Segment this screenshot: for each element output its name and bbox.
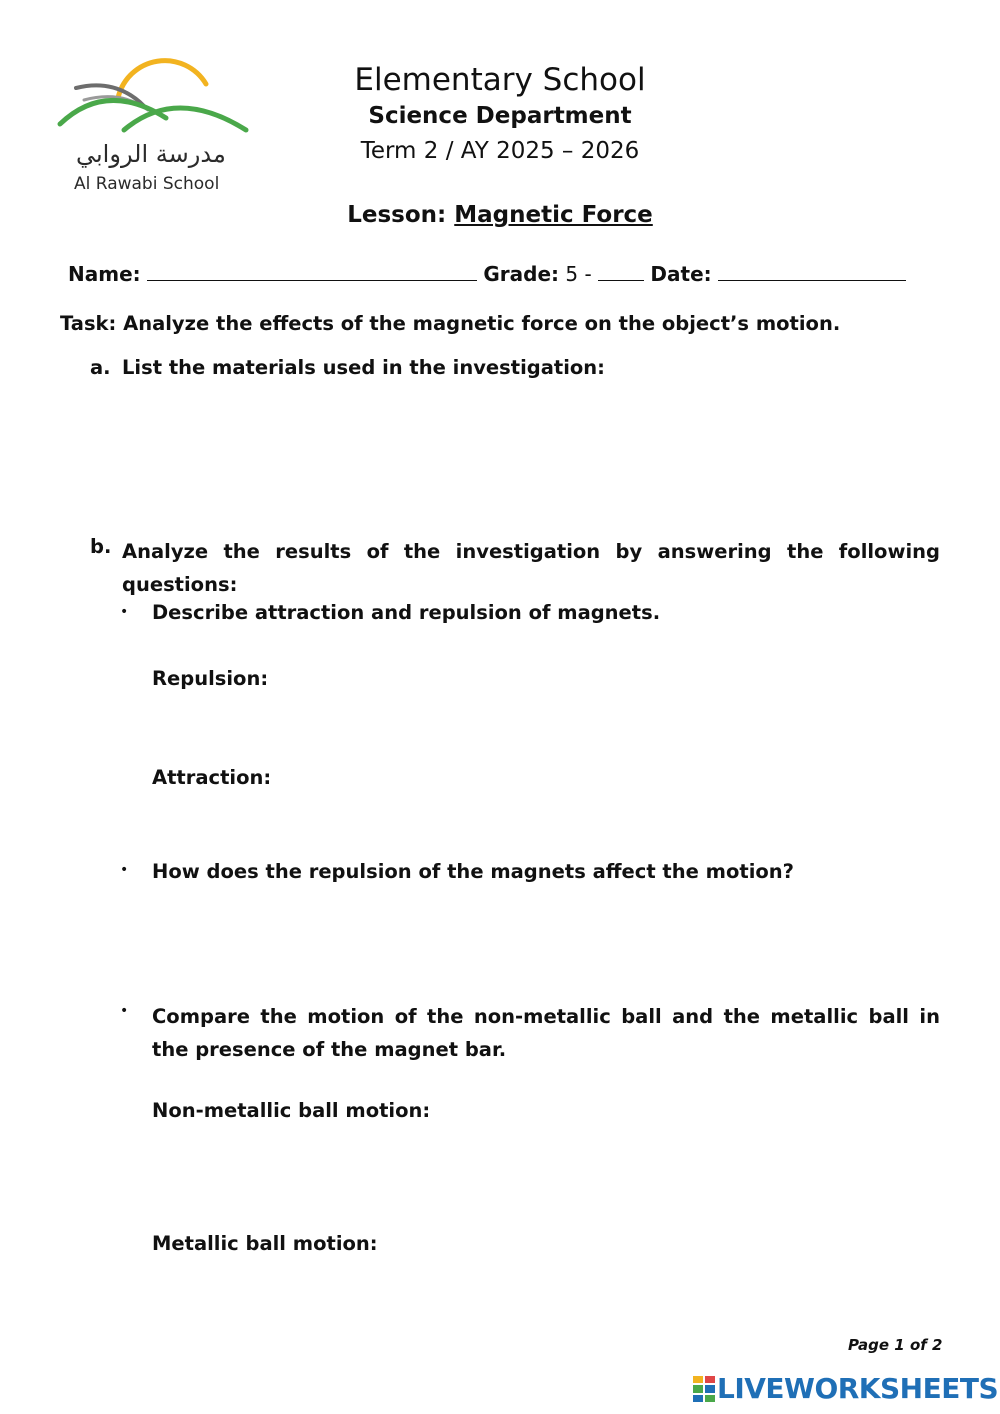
bullet-icon: • xyxy=(120,604,129,620)
term-text: Term 2 / AY 2025 – 2026 xyxy=(360,138,640,164)
date-blank[interactable] xyxy=(718,262,906,281)
name-label: Name: xyxy=(68,262,141,286)
metallic-label: Metallic ball motion: xyxy=(152,1232,378,1255)
department-title: Science Department xyxy=(368,103,632,129)
question-compare-balls: Compare the motion of the non-metallic ball and the metallic ball in the presence of the magnet bar. xyxy=(152,1005,940,1061)
liveworksheets-text: LIVEWORKSHEETS xyxy=(717,1372,999,1405)
logo-english-name: Al Rawabi School xyxy=(74,174,220,194)
lesson-heading xyxy=(0,202,1000,228)
part-b-marker: b. xyxy=(90,535,112,558)
grade-label: Grade: xyxy=(483,262,560,286)
part-b-question: Analyze the results of the investigation by answering the following questions: xyxy=(122,540,940,596)
bullet-icon: • xyxy=(120,862,129,878)
liveworksheets-logo-icon xyxy=(693,1376,715,1402)
repulsion-label: Repulsion: xyxy=(152,667,269,690)
logo-arabic-name: مدرسة الروابي xyxy=(76,140,226,168)
page-number: Page 1 of 2 xyxy=(848,1336,943,1354)
part-a-question: List the materials used in the investigation: xyxy=(122,356,605,379)
grade-blank[interactable] xyxy=(598,262,644,281)
date-label: Date: xyxy=(650,262,712,286)
task-statement: Task: Analyze the effects of the magnetic force on the object’s motion. xyxy=(60,312,841,335)
question-repulsion-motion: How does the repulsion of the magnets affect the motion? xyxy=(152,860,794,883)
non-metallic-label: Non-metallic ball motion: xyxy=(152,1099,431,1122)
attraction-label: Attraction: xyxy=(152,766,272,789)
part-a-marker: a. xyxy=(90,356,111,379)
student-info-line xyxy=(68,262,906,286)
name-blank[interactable] xyxy=(147,262,477,281)
lesson-label: Lesson: xyxy=(347,202,447,228)
question-describe-magnets: Describe attraction and repulsion of magnets. xyxy=(152,601,661,624)
bullet-icon: • xyxy=(120,1003,129,1019)
lesson-title: Magnetic Force xyxy=(454,202,653,228)
grade-value: 5 - xyxy=(565,262,592,286)
liveworksheets-brand[interactable] xyxy=(693,1372,998,1406)
school-title: Elementary School xyxy=(354,62,646,98)
